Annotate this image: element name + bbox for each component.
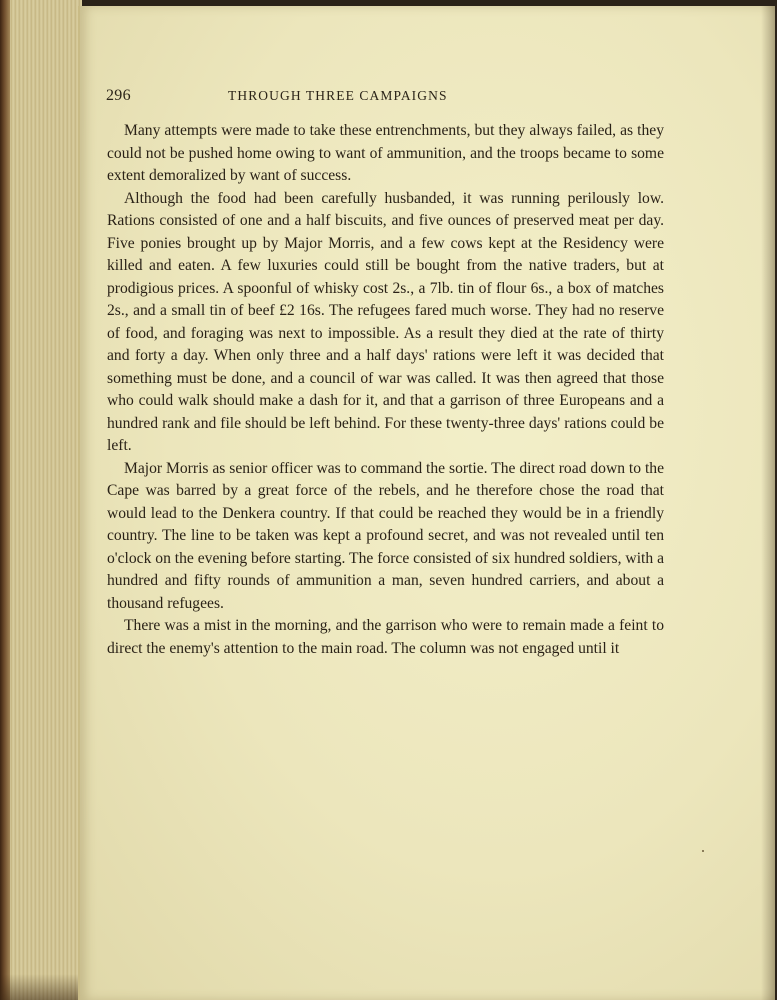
page-edges — [0, 0, 82, 1000]
running-head — [106, 87, 586, 109]
body-text — [107, 120, 664, 660]
paragraph-rations: Although the food had been carefully husbanded, it was running perilously low. Rations consisted of one and a half biscuits, and five ounces of preserved meat per day. Five ponies brought up by Major Morris, and a few cows kept at the Residency were killed and eaten. A few luxuries could still be bought from the native traders, but at prodigious prices. A spoonful of whisky cost 2s., a 7lb. tin of flour 6s., a box of matches 2s., and a small tin of beef £2 16s. The refugees fared much worse. They had no reserve of food, and foraging was next to impossible. As a result they died at the rate of thirty and forty a day. When only three and a half days' rations were left it was decided that something must be done, and a council of war was called. It was then agreed that those who could walk should make a dash for it, and that a garrison of three Europeans and a hundred rank and file should be left behind. For these twenty-three days' rations could be left. — [107, 189, 664, 454]
paragraph-sortie: Major Morris as senior officer was to command the sortie. The direct road down to the Cape was barred by a great force of the rebels, and he therefore chose the road that would lead to the Denkera country. If that could be reached they would be in a friendly country. The line to be taken was kept a profound secret, and was not revealed until ten o'clock on the evening before starting. The force consisted of six hundred soldiers, with a hundred and fifty rounds of ammunition a man, seven hundred carriers, and about a thousand refugees. — [107, 459, 664, 612]
ink-speck — [702, 850, 704, 852]
paragraph-mist: There was a mist in the morning, and the garrison who were to remain made a feint to direct the enemy's attention to the main road. The column was not engaged until it — [107, 617, 664, 657]
paragraph-entrenchments: Many attempts were made to take these entrenchments, but they always failed, as they could not be pushed home owing to want of ammunition, and the troops became to some extent demoralized by want of success. — [107, 122, 664, 184]
page-number: 296 — [106, 87, 131, 104]
book-title: THROUGH THREE CAMPAIGNS — [228, 88, 448, 103]
